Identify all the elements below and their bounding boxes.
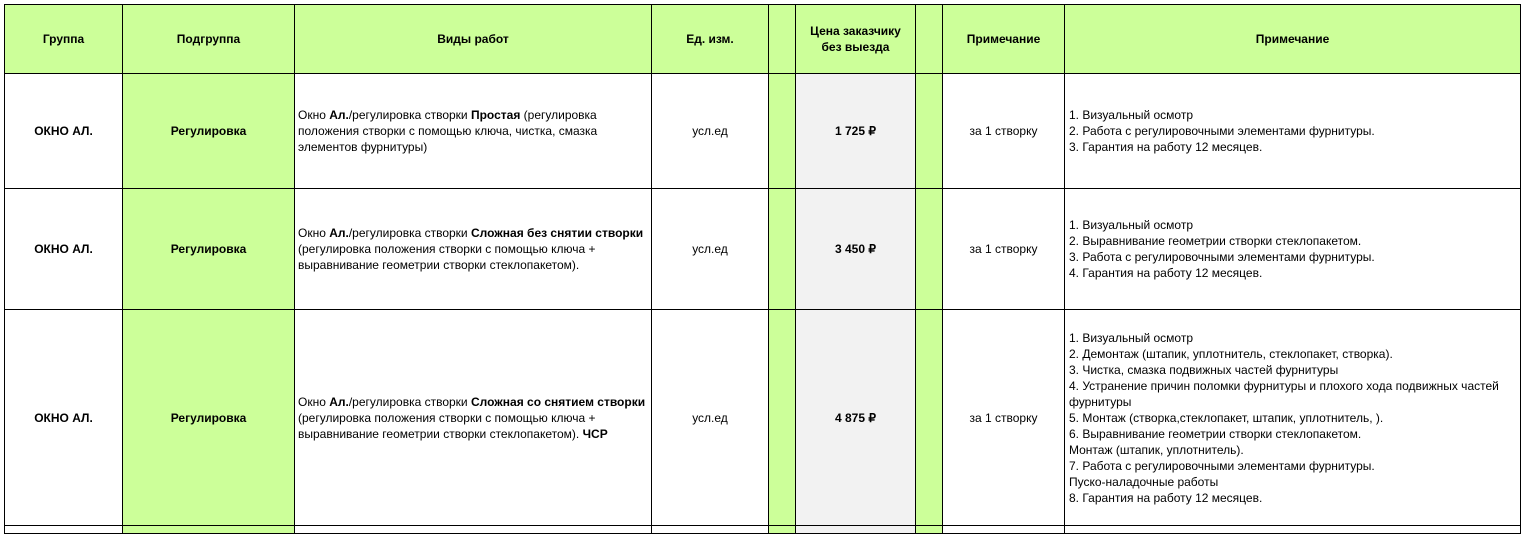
cell-notes: [1065, 310, 1521, 526]
note-line: Монтаж (штапик, уплотнитель).: [1069, 442, 1244, 457]
cell-group: ОКНО АЛ.: [5, 74, 123, 189]
note-line: 2. Работа с регулировочными элементами фурнитуры.: [1069, 124, 1375, 138]
cell-price: 4 875 ₽: [796, 310, 916, 526]
cell-spacer-2: [916, 310, 943, 526]
work-bold-text: Сложная без снятии створки: [470, 226, 644, 240]
work-text: (регулировка положения створки с помощью ключа, чистка, смазка элементов фурнитуры): [298, 108, 598, 154]
work-bold-text: Ал.: [329, 226, 349, 240]
cell-subgroup: Регулировка: [123, 189, 295, 310]
cell-subgroup: Регулировка: [123, 74, 295, 189]
cell-price: 3 450 ₽: [796, 189, 916, 310]
work-text: /регулировка створки: [348, 226, 471, 240]
cell-spacer-2: [916, 74, 943, 189]
work-bold-text: Ал.: [329, 394, 349, 409]
header-price-line2: без выезда: [821, 40, 890, 54]
note-line: 2. Демонтаж (штапик, уплотнитель, стеклопакет, створка).: [1069, 346, 1393, 361]
header-price: [796, 5, 916, 74]
note-line: Пуско-наладочные работы: [1069, 474, 1219, 489]
note-line: 3. Гарантия на работу 12 месяцев.: [1069, 140, 1263, 154]
note-line: 4. Устранение причин поломки фурнитуры и плохого хода подвижных частей фурнитуры: [1069, 378, 1499, 409]
cell-spacer-1: [769, 189, 796, 310]
cell-note-short: за 1 створку: [943, 310, 1065, 526]
cell-spacer-1: [769, 310, 796, 526]
table-row: [5, 74, 1521, 189]
note-line: 7. Работа с регулировочными элементами фурнитуры.: [1069, 458, 1375, 473]
work-bold-text: Сложная со снятием створки: [470, 394, 646, 409]
cell-work-description: [295, 189, 652, 310]
header-row: [5, 5, 1521, 74]
note-line: 8. Гарантия на работу 12 месяцев.: [1069, 490, 1263, 505]
cell-notes: [1065, 74, 1521, 189]
cell-spacer-1: [769, 74, 796, 189]
work-bold-text: Простая: [470, 108, 521, 122]
cell-price: 1 725 ₽: [796, 74, 916, 189]
work-text: /регулировка створки: [348, 108, 471, 122]
cell-work-description: [295, 310, 652, 526]
work-bold-text: ЧСР: [582, 426, 608, 441]
note-line: 4. Гарантия на работу 12 месяцев.: [1069, 266, 1263, 280]
work-text: Окно: [298, 108, 330, 122]
work-text: Окно: [298, 226, 330, 240]
note-line: 1. Визуальный осмотр: [1069, 330, 1194, 345]
header-spacer-2: [916, 5, 943, 74]
cell-notes: [1065, 189, 1521, 310]
cell-work-description: [295, 74, 652, 189]
note-line: 5. Монтаж (створка,стеклопакет, штапик, уплотнитель, ).: [1069, 410, 1384, 425]
work-text: (регулировка положения створки с помощью ключа + выравнивание геометрии створки стеклопакетом).: [298, 242, 596, 272]
note-line: 2. Выравнивание геометрии створки стеклопакетом.: [1069, 234, 1362, 248]
work-text: /регулировка створки: [348, 394, 471, 409]
cell-note-short: за 1 створку: [943, 74, 1065, 189]
work-bold-text: Ал.: [329, 108, 349, 122]
header-price-line1: Цена заказчику: [810, 24, 901, 38]
cell-spacer-2: [916, 189, 943, 310]
header-subgroup: Подгруппа: [123, 5, 295, 74]
cell-note-short: за 1 створку: [943, 189, 1065, 310]
note-line: 3. Работа с регулировочными элементами фурнитуры.: [1069, 250, 1375, 264]
cell-unit: усл.ед: [652, 74, 769, 189]
header-note-short: Примечание: [943, 5, 1065, 74]
cell-group: ОКНО АЛ.: [5, 310, 123, 526]
table-row: [5, 310, 1521, 526]
cell-subgroup: Регулировка: [123, 310, 295, 526]
cell-unit: усл.ед: [652, 310, 769, 526]
cell-group: ОКНО АЛ.: [5, 189, 123, 310]
header-unit: Ед. изм.: [652, 5, 769, 74]
work-text: Окно: [298, 394, 330, 409]
header-work-types: Виды работ: [295, 5, 652, 74]
cell-unit: усл.ед: [652, 189, 769, 310]
note-line: 3. Чистка, смазка подвижных частей фурнитуры: [1069, 362, 1339, 377]
note-line: 1. Визуальный осмотр: [1069, 218, 1194, 232]
note-line: 6. Выравнивание геометрии створки стеклопакетом.: [1069, 426, 1362, 441]
price-table: [4, 4, 1521, 534]
header-note-long: Примечание: [1065, 5, 1521, 74]
work-text: (регулировка положения створки с помощью ключа + выравнивание геометрии створки стеклопакетом).: [298, 410, 596, 441]
header-group: Группа: [5, 5, 123, 74]
table-row: [5, 189, 1521, 310]
header-spacer-1: [769, 5, 796, 74]
note-line: 1. Визуальный осмотр: [1069, 108, 1194, 122]
